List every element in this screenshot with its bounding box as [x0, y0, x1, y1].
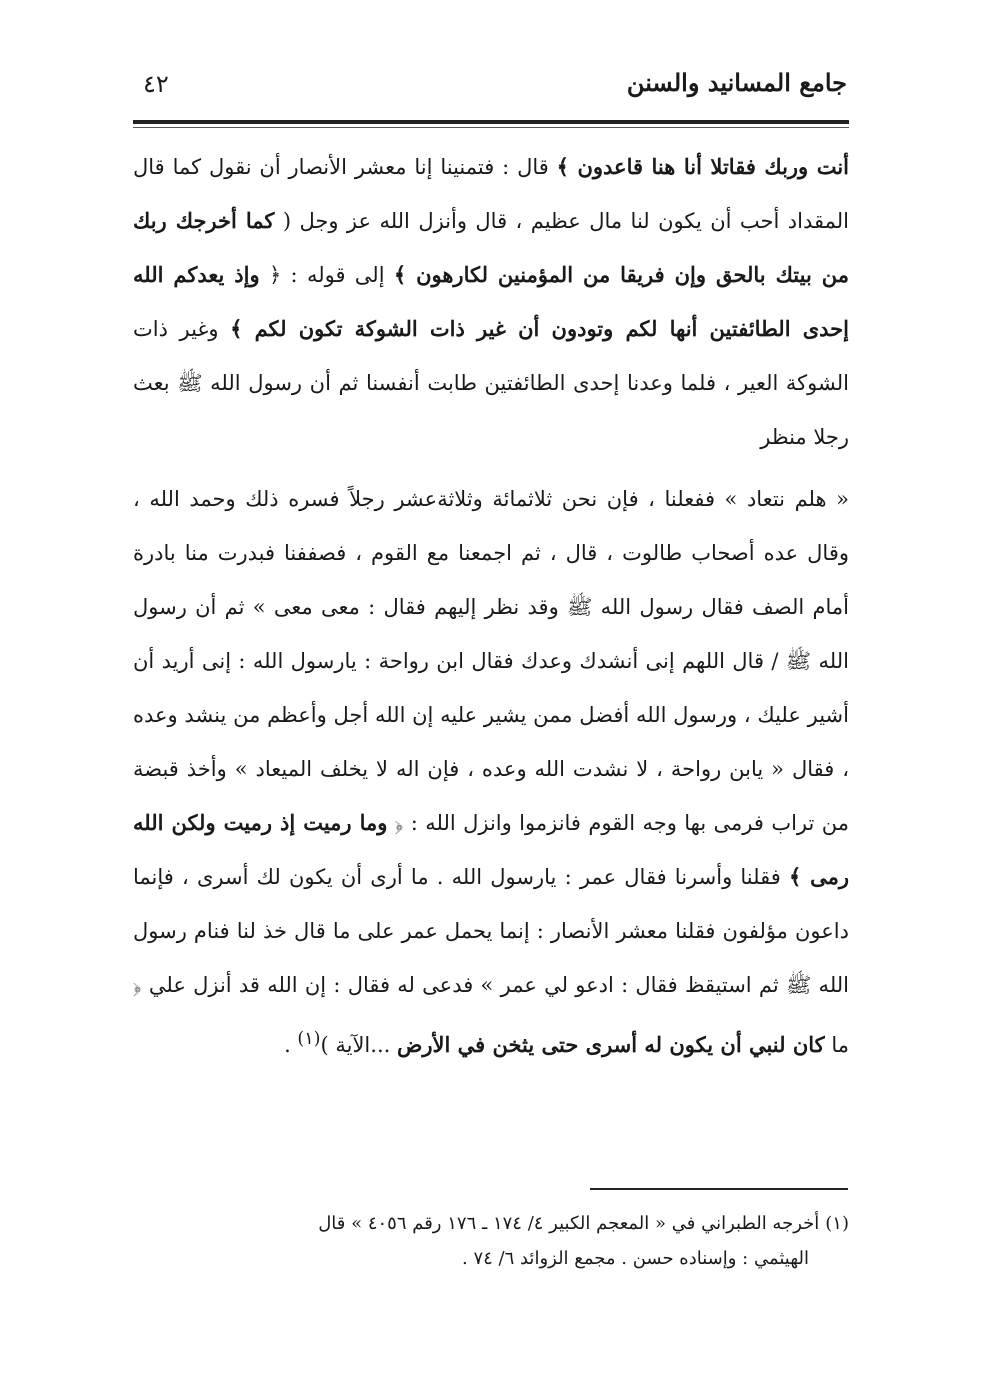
- header-rule-thin: [133, 127, 849, 128]
- footnote-separator: [590, 1188, 848, 1190]
- footnote-marker: (١): [825, 1213, 849, 1234]
- page-number: ٤٢: [143, 70, 169, 98]
- running-title: جامع المسانيد والسنن: [626, 68, 847, 97]
- paragraph: [133, 472, 849, 1072]
- quran-quote: كما أخرجك ربك من بيتك بالحق وإن فريقا من المؤمنين لكارهون ﴾: [133, 208, 849, 287]
- quran-quote: وما رميت إذ رميت ولكن الله رمى ﴾: [133, 810, 850, 889]
- quran-quote: أنت وربك فقاتلا أنا هنا قاعدون ﴾: [556, 154, 849, 179]
- page-header: [135, 62, 847, 114]
- body-text: [133, 140, 849, 1072]
- paragraph: [133, 140, 849, 464]
- footnote: [133, 1206, 849, 1241]
- narration-text: وغير ذات الشوكة العير ، فلما وعدنا إحدى الطائفتين طابت أنفسنا ثم أن رسول الله ﷺ بعث رجلا منظر: [133, 317, 849, 449]
- footnote-text: أخرجه الطبراني في « المعجم الكبير ٤/ ١٧٤ ـ ١٧٦ رقم ٤٠٥٦ » قال: [318, 1213, 820, 1234]
- quran-quote: كان لنبي أن يكون له أسرى حتى يثخن في الأرض: [396, 1032, 825, 1057]
- narration-text: « هلم نتعاد » ففعلنا ، فإن نحن ثلاثمائة وثلاثةعشر رجلاً فسره ذلك وحمد الله ، وقال عده أصحاب طالوت ، قال ، ثم اجمعنا مع القوم ، فصففنا فبدرت منا بادرة أمام الصف فقال رسول الله ﷺ وقد نظر إليهم فقال : معى معى » ثم أن رسول الله ﷺ / قال اللهم إنى أنشدك وعدك فقال ابن رواحة : يارسول الله : إنى أريد أن أشير عليك ، ورسول الله أفضل ممن يشير عليه إن الله أجل وأعظم من ينشد وعده ، فقال « يابن رواحة ، لا نشدت الله وعده ، فإن اله لا يخلف الميعاد » وأخذ قبضة من تراب فرمى بها وجه القوم فانزموا وانزل الله : ﴿: [133, 487, 849, 835]
- quran-quote: وإذ يعدكم الله إحدى الطائفتين أنها لكم وتودون أن غير ذات الشوكة تكون لكم ﴾: [133, 262, 849, 341]
- footnotes: [133, 1206, 849, 1276]
- footnote-continuation: [133, 1241, 849, 1276]
- header-rule: [133, 120, 849, 124]
- footnote-text: الهيثمي : وإسناده حسن . مجمع الزوائد ٦/ ٧٤ .: [462, 1248, 809, 1269]
- narration-text: فقلنا وأسرنا فقال عمر : يارسول الله . ما أرى أن يكون لك أسرى ، فإنما داعون مؤلفون فقلنا معشر الأنصار : إنما يحمل عمر على ما قال خذ لنا فنام رسول الله ﷺ ثم استيقظ فقال : ادعو لي عمر » فدعى له فقال : إن الله قد أنزل علي ﴿ ما: [133, 865, 849, 1057]
- narration-text: .: [284, 1033, 298, 1057]
- narration-text: قال : فتمنينا إنا معشر الأنصار أن نقول كما قال المقداد أحب أن يكون لنا مال عظيم ، قال وأنزل الله عز وجل (: [133, 155, 849, 233]
- footnote-reference: (١): [297, 1029, 321, 1049]
- narration-text: إلى قوله : ﴿: [259, 263, 394, 287]
- narration-text: ...الآية ): [320, 1033, 397, 1057]
